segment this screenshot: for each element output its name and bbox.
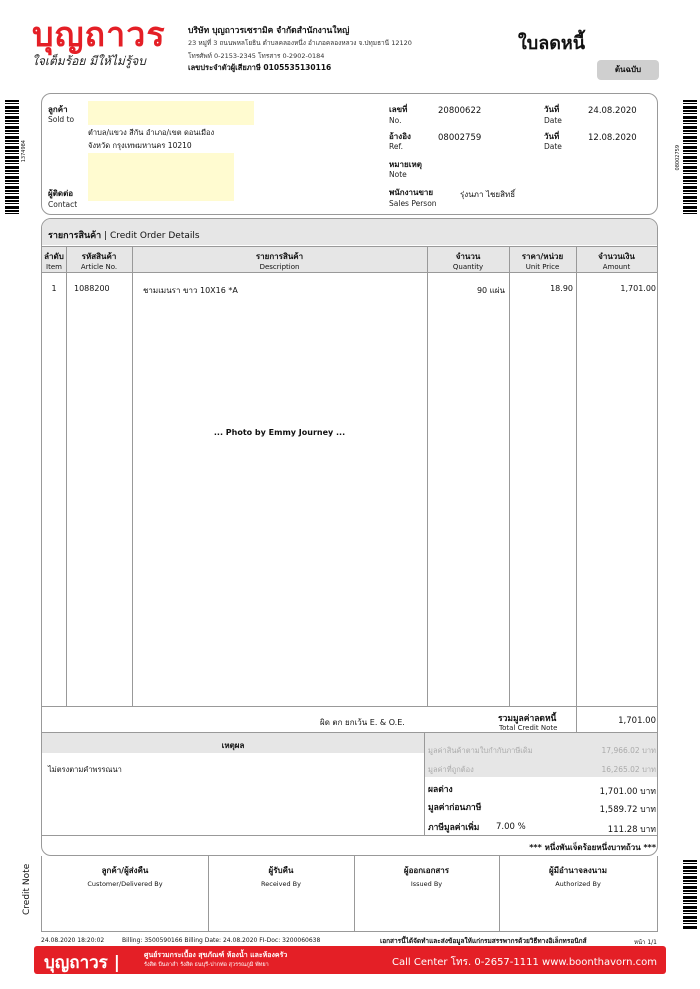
bottom-right-barcode bbox=[683, 860, 697, 930]
company-slogan: ใจเต็มร้อย มีให้ไม่รู้จบ bbox=[32, 54, 146, 68]
sales-person-value: รุ่งนภา ไชยสิทธิ์ bbox=[460, 190, 516, 199]
diff-value: 1,701.00 บาท bbox=[599, 787, 656, 797]
company-tax-id: เลขประจำตัวผู้เสียภาษี 0105535130116 bbox=[188, 63, 332, 72]
amount-in-words: *** หนึ่งพันเจ็ดร้อยหนึ่งบาทถ้วน *** bbox=[529, 843, 656, 852]
divider bbox=[42, 706, 657, 707]
before-vat-value: 1,589.72 บาท bbox=[599, 805, 656, 815]
note-label-en: Note bbox=[389, 170, 407, 179]
vat-label: ภาษีมูลค่าเพิ่ม bbox=[428, 823, 480, 833]
sign-issued: ผู้ออกเอกสาร Issued By bbox=[403, 866, 450, 888]
ref-value: 08002759 bbox=[438, 133, 482, 143]
vat-rate: 7.00 % bbox=[496, 822, 526, 832]
contact-label-en: Contact bbox=[48, 200, 78, 209]
print-timestamp: 24.08.2020 18:20:02 bbox=[41, 937, 105, 944]
company-phone: โทรศัพท์ 0-2153-2345 โทรสาร 0-2902-0184 bbox=[188, 52, 325, 60]
orig-value-label: มูลค่าสินค้าตามใบกำกับภาษีเดิม bbox=[428, 746, 533, 755]
doc-no-value: 20800622 bbox=[438, 106, 482, 116]
doc-date-label-th: วันที่ bbox=[544, 105, 560, 114]
doc-date-value: 24.08.2020 bbox=[588, 106, 637, 116]
row-article: 1088200 bbox=[74, 284, 110, 293]
row-unit-price: 18.90 bbox=[550, 284, 573, 293]
ref-date-value: 12.08.2020 bbox=[588, 133, 637, 143]
col-item: ลำดับ Item bbox=[44, 252, 64, 271]
right-barcode bbox=[683, 100, 697, 215]
correct-value-label: มูลค่าที่ถูกต้อง bbox=[428, 765, 474, 774]
ref-label-en: Ref. bbox=[389, 142, 403, 151]
correct-value: 16,265.02 บาท bbox=[601, 765, 656, 774]
col-unit-price: ราคา/หน่วย Unit Price bbox=[521, 252, 564, 271]
footer-call-center: Call Center โทร. 0-2657-1111 www.boonthavorn.com bbox=[392, 957, 657, 968]
before-vat-label: มูลค่าก่อนภาษี bbox=[428, 803, 482, 813]
row-description: ชามเมนรา ขาว 10X16 *A bbox=[143, 286, 238, 295]
page-number: หน้า 1/1 bbox=[634, 939, 657, 946]
doc-no-label-en: No. bbox=[389, 116, 402, 125]
reason-title: เหตุผล bbox=[221, 741, 245, 750]
sign-received: ผู้รับคืน Received By bbox=[261, 866, 301, 888]
customer-address-line2: จังหวัด กรุงเทพมหานคร 10210 bbox=[88, 141, 192, 150]
watermark-text: ... Photo by Emmy Journey ... bbox=[213, 428, 346, 437]
footer-logo: บุญถาวร | bbox=[44, 953, 120, 973]
eoe-text: ผิด ตก ยกเว้น E. & O.E. bbox=[320, 718, 405, 727]
company-name: บริษัท บุญถาวรเซรามิค จำกัดสำนักงานใหญ่ bbox=[188, 26, 350, 36]
e-document-note: เอกสารนี้ได้จัดทำและส่งข้อมูลให้แก่กรมสรรพากรด้วยวิธีทางอิเล็กทรอนิกส์ bbox=[380, 937, 587, 945]
note-label-th: หมายเหตุ bbox=[389, 160, 422, 169]
divider bbox=[42, 835, 657, 836]
divider bbox=[42, 246, 657, 247]
contact-label-th: ผู้ติดต่อ bbox=[48, 189, 74, 198]
orig-value: 17,966.02 บาท bbox=[601, 746, 656, 755]
sales-label-en: Sales Person bbox=[389, 199, 437, 208]
sign-authorized: ผู้มีอำนาจลงนาม Authorized By bbox=[549, 866, 607, 888]
original-copy-badge: ต้นฉบับ bbox=[597, 60, 659, 80]
ref-date-label-en: Date bbox=[544, 142, 562, 151]
row-amount: 1,701.00 bbox=[620, 284, 656, 293]
col-article: รหัสสินค้า Article No. bbox=[80, 252, 118, 271]
sold-to-label-en: Sold to bbox=[48, 115, 75, 124]
left-barcode bbox=[5, 100, 19, 215]
total-label-th: รวมมูลค่าลดหนี้ bbox=[498, 714, 557, 724]
company-logo: บุญถาวร bbox=[32, 15, 166, 55]
document-title: ใบลดหนี้ bbox=[518, 33, 586, 54]
sales-label-th: พนักงานขาย bbox=[389, 188, 434, 197]
divider bbox=[509, 246, 510, 706]
divider bbox=[576, 246, 577, 732]
col-quantity: จำนวน Quantity bbox=[452, 252, 484, 271]
left-barcode-code: 1374984 bbox=[21, 140, 27, 163]
company-address: 23 หมู่ที่ 3 ถนนพหลโยธิน ตำบลคลองหนึ่ง อำเภอคลองหลวง จ.ปทุมธานี 12120 bbox=[188, 39, 412, 47]
vat-value: 111.28 บาท bbox=[607, 825, 656, 835]
col-description: รายการสินค้า Description bbox=[255, 252, 304, 271]
sold-to-label-th: ลูกค้า bbox=[48, 105, 68, 114]
ref-date-label-th: วันที่ bbox=[544, 132, 560, 141]
right-barcode-code: 08002759 bbox=[675, 145, 681, 171]
doc-date-label-en: Date bbox=[544, 116, 562, 125]
diff-label: ผลต่าง bbox=[428, 785, 453, 795]
footer-tagline: ศูนย์รวมกระเบื้อง สุขภัณฑ์ ห้องน้ำ และห้องครัว bbox=[144, 951, 288, 959]
divider bbox=[427, 246, 428, 706]
reason-text: ไม่ตรงตามคำพรรณนา bbox=[48, 765, 122, 774]
footer-branches: รังสิต บีนลาสำ รังสิต ธนบุรี-ปากท่อ สุวรรณภูมิ พัทยา bbox=[144, 962, 269, 968]
contact-redacted bbox=[88, 153, 234, 201]
total-value: 1,701.00 bbox=[618, 716, 656, 726]
customer-address-line1: ตำบล/แขวง สีกัน อำเภอ/เขต ดอนเมือง bbox=[88, 128, 215, 137]
customer-name-redacted bbox=[88, 101, 254, 125]
divider bbox=[66, 246, 67, 706]
billing-info: Billing: 3500590166 Billing Date: 24.08.2020 FI-Doc: 3200060638 bbox=[122, 937, 321, 944]
ref-label-th: อ้างอิง bbox=[389, 132, 411, 141]
credit-note-side-label: Credit Note bbox=[22, 863, 32, 915]
row-item: 1 bbox=[51, 284, 57, 293]
sign-customer: ลูกค้า/ผู้ส่งคืน Customer/Delivered By bbox=[87, 866, 163, 888]
total-label-en: Total Credit Note bbox=[499, 724, 558, 732]
col-amount: จำนวนเงิน Amount bbox=[598, 252, 635, 271]
doc-no-label-th: เลขที่ bbox=[389, 105, 408, 114]
items-section-title: รายการสินค้า | Credit Order Details bbox=[48, 231, 200, 241]
row-quantity: 90 แผ่น bbox=[476, 286, 505, 295]
divider bbox=[132, 246, 133, 706]
divider bbox=[42, 272, 657, 273]
